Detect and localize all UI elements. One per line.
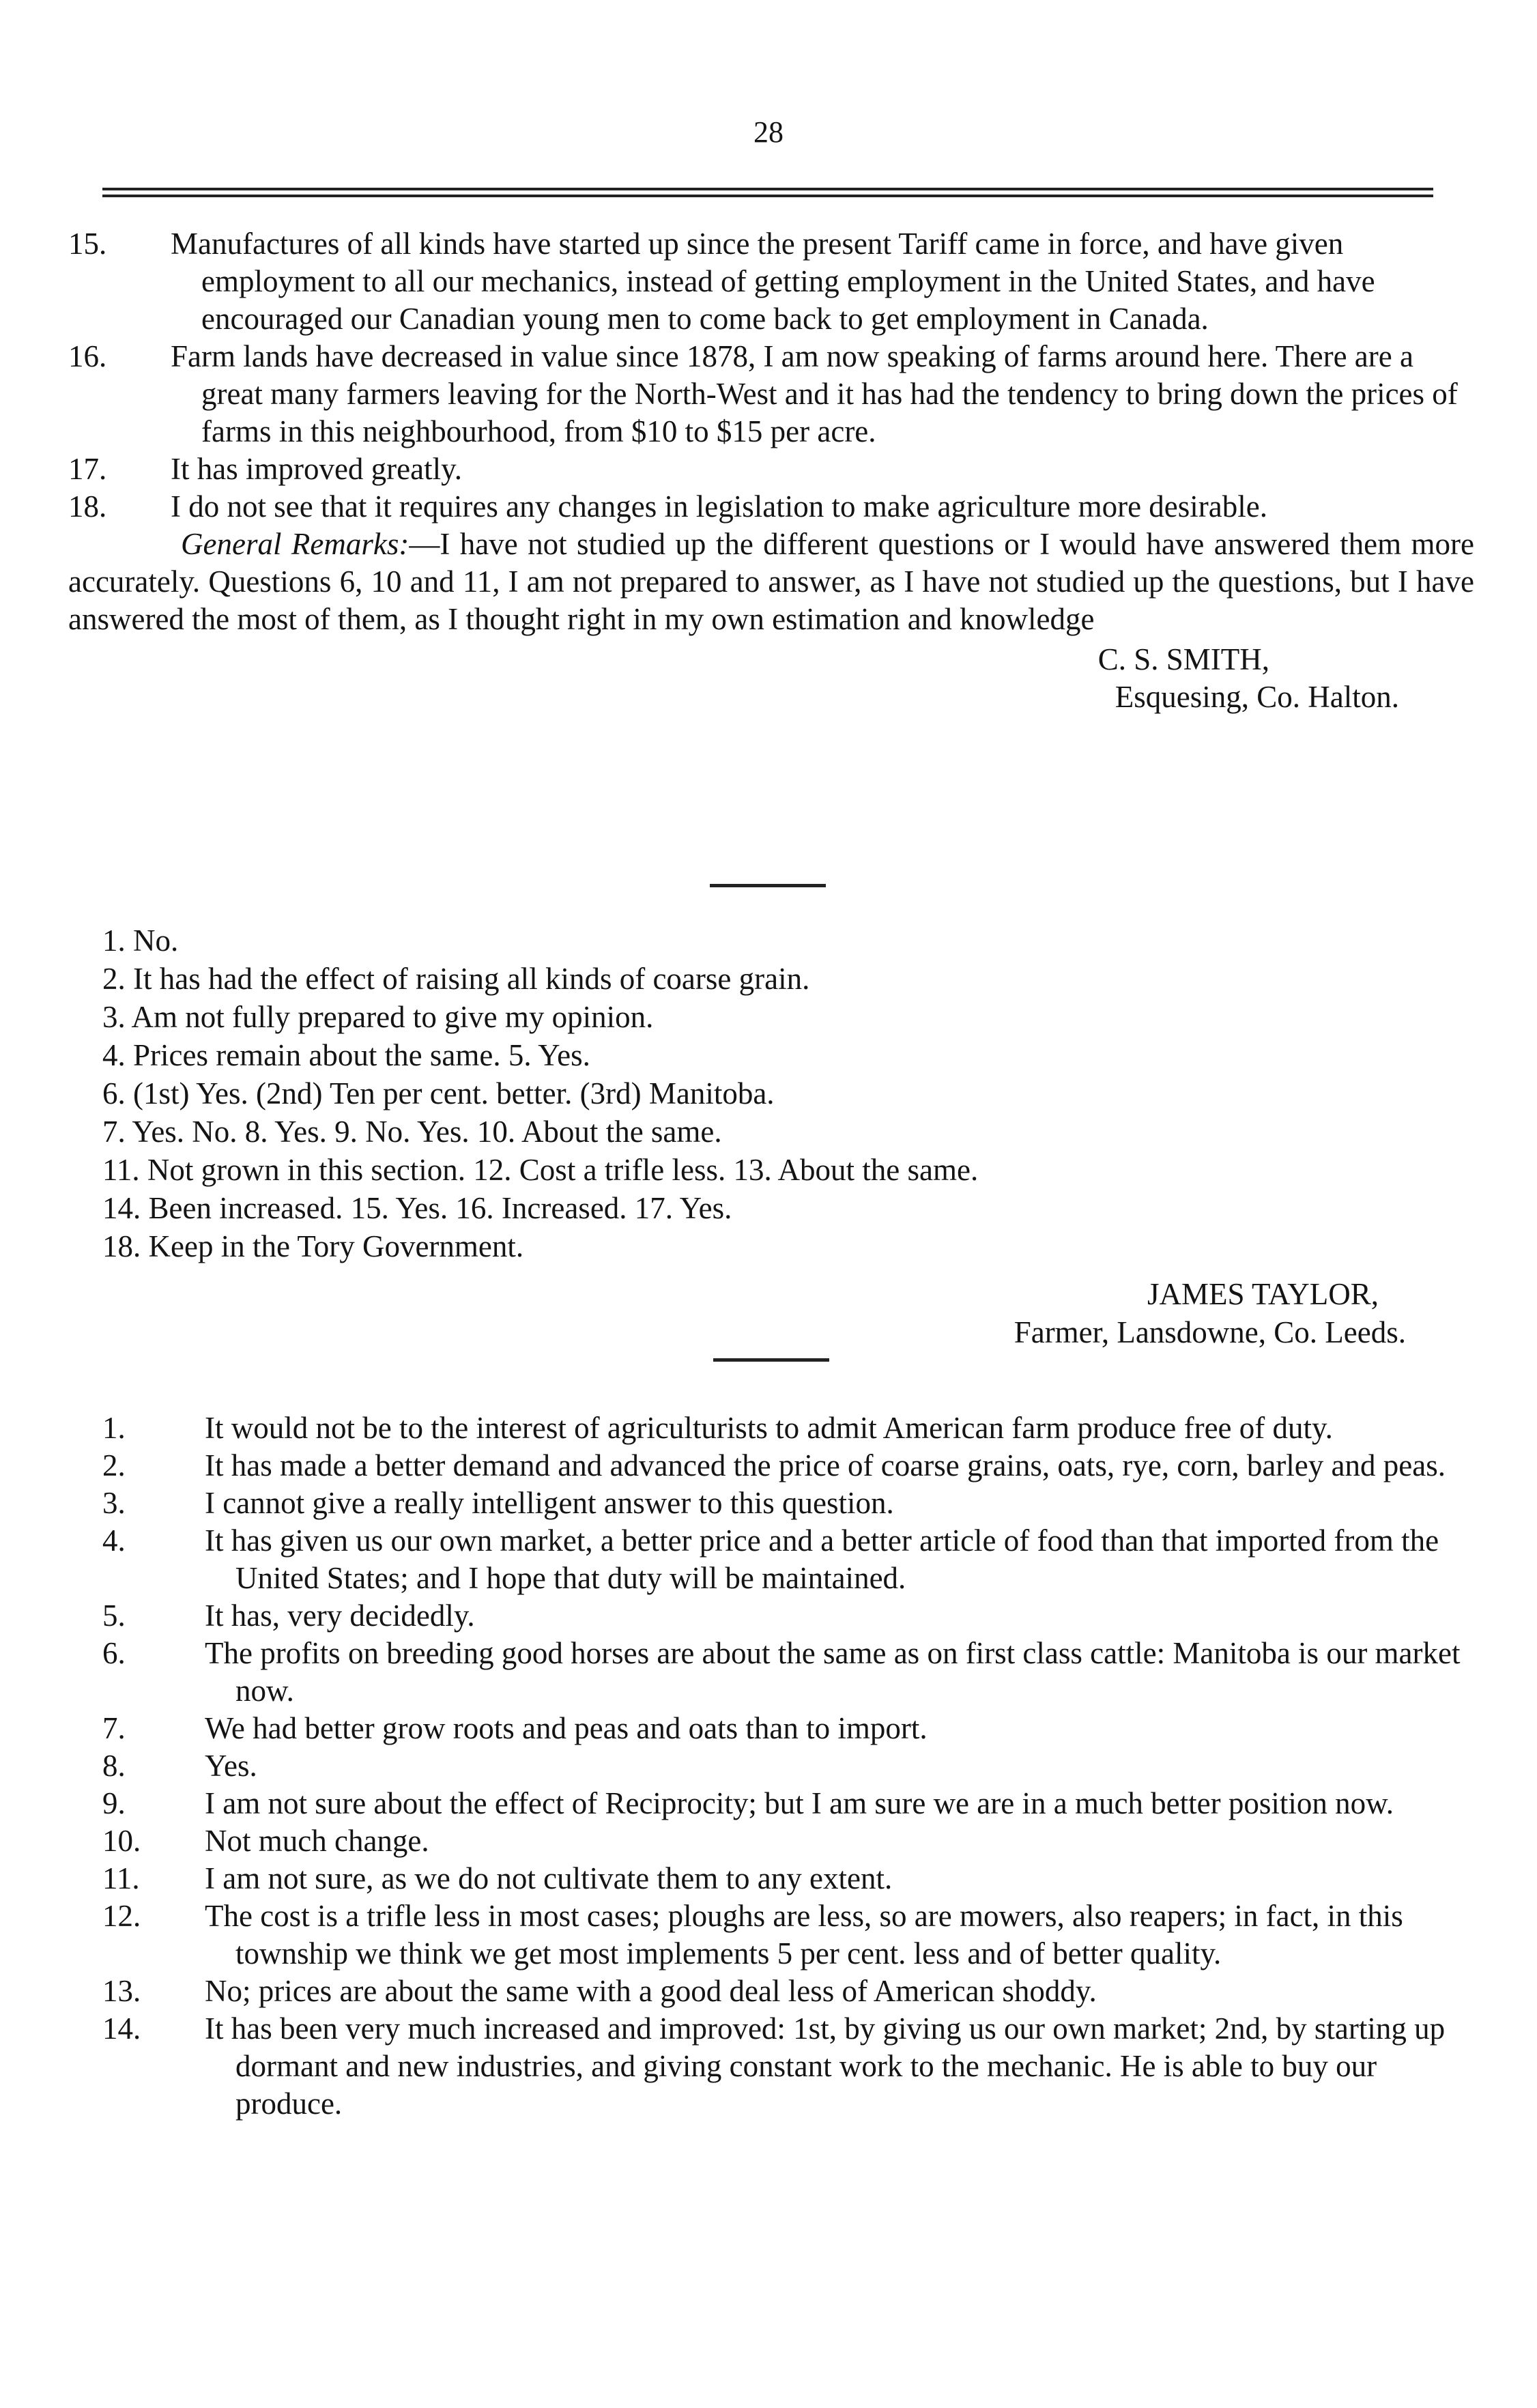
header-rule-top	[102, 188, 1433, 190]
taylor-signature-place: Farmer, Lansdowne, Co. Leeds.	[1014, 1315, 1406, 1349]
third-item-6: 6. The profits on breeding good horses are about the same as on first class cattle: Manitoba is our market now.	[102, 1636, 1461, 1708]
third-item-2: 2. It has made a better demand and advanced the price of coarse grains, oats, rye, corn, barley and peas.	[102, 1448, 1446, 1482]
third-item-11: 11. I am not sure, as we do not cultivate them to any extent.	[102, 1861, 893, 1895]
third-item-1: 1. It would not be to the interest of agriculturists to admit American farm produce free of duty.	[102, 1411, 1333, 1445]
header-rule-bottom	[102, 195, 1433, 197]
remarks-text: —I have not studied up the different questions or I would have answered them more accurately. Questions 6, 10 and 11, I am not prepared to answer, as I have not studied up the questions, but I have answered the most of them, as I thought right in my own estimation and knowledge	[68, 527, 1474, 636]
third-item-10: 10. Not much change.	[102, 1824, 429, 1858]
third-section	[102, 1409, 1467, 2123]
smith-item-18: 18. I do not see that it requires any changes in legislation to make agriculture more desirable.	[68, 489, 1267, 524]
remarks-label: General Remarks:	[181, 527, 410, 561]
third-item-7: 7. We had better grow roots and peas and oats than to import.	[102, 1711, 928, 1745]
smith-signature-place: Esquesing, Co. Halton.	[1115, 680, 1399, 714]
third-item-13: 13. No; prices are about the same with a good deal less of American shoddy.	[102, 1974, 1097, 2008]
taylor-line-1: 1. No.	[102, 923, 179, 958]
smith-signature-name: C. S. SMITH,	[1097, 642, 1269, 676]
third-item-9: 9. I am not sure about the effect of Reciprocity; but I am sure we are in a much better position now.	[102, 1786, 1394, 1820]
third-item-14: 14. It has been very much increased and improved: 1st, by giving us our own market; 2nd, by starting up dormant and new industries, and giving constant work to the mechanic. He is able to buy our produce.	[102, 2011, 1446, 2121]
taylor-signature-name: JAMES TAYLOR,	[1147, 1277, 1379, 1311]
taylor-section	[82, 921, 1488, 1351]
third-item-4: 4. It has given us our own market, a better price and a better article of food than that imported from the United States; and I hope that duty will be maintained.	[102, 1523, 1439, 1595]
smith-section	[68, 225, 1474, 716]
section-separator-1	[710, 884, 826, 887]
taylor-line-4: 4. Prices remain about the same. 5. Yes.	[102, 1038, 590, 1072]
taylor-line-3: 3. Am not fully prepared to give my opinion.	[102, 1000, 654, 1034]
third-item-8: 8. Yes.	[102, 1749, 257, 1783]
taylor-line-8: 14. Been increased. 15. Yes. 16. Increased. 17. Yes.	[102, 1191, 732, 1225]
taylor-line-9: 18. Keep in the Tory Government.	[102, 1229, 524, 1263]
third-item-12: 12. The cost is a trifle less in most cases; ploughs are less, so are mowers, also reapers; in fact, in this township we think we get most implements 5 per cent. less and of better quality.	[102, 1899, 1403, 1970]
page-number: 28	[753, 115, 784, 149]
smith-item-15: 15. Manufactures of all kinds have started up since the present Tariff came in force, and have given employment to all our mechanics, instead of getting employment in the United States, and have encouraged our Canadian young men to come back to get employment in Canada.	[68, 227, 1375, 336]
taylor-line-5: 6. (1st) Yes. (2nd) Ten per cent. better. (3rd) Manitoba.	[102, 1076, 775, 1110]
taylor-line-7: 11. Not grown in this section. 12. Cost a trifle less. 13. About the same.	[102, 1153, 979, 1187]
taylor-line-6: 7. Yes. No. 8. Yes. 9. No. Yes. 10. About the same.	[102, 1115, 722, 1149]
smith-general-remarks	[68, 526, 1474, 638]
taylor-line-2: 2. It has had the effect of raising all kinds of coarse grain.	[102, 962, 810, 996]
smith-item-17: 17. It has improved greatly.	[68, 452, 462, 486]
third-item-5: 5. It has, very decidedly.	[102, 1599, 475, 1633]
third-item-3: 3. I cannot give a really intelligent answer to this question.	[102, 1486, 894, 1520]
section-separator-2	[713, 1358, 829, 1362]
smith-item-16: 16. Farm lands have decreased in value since 1878, I am now speaking of farms around here. There are a great many farmers leaving for the North-West and it has had the tendency to bring down the prices of farms in this neighbourhood, from $10 to $15 per acre.	[68, 339, 1458, 448]
